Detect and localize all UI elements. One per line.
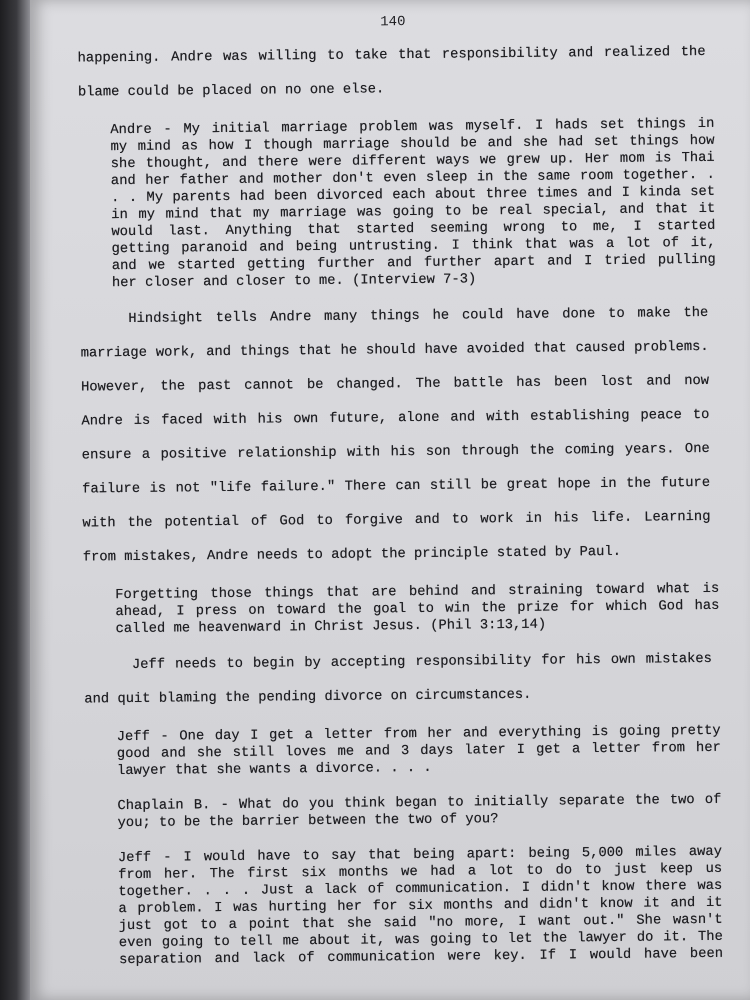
quote-line: lawyer that she wants a divorce. . . . <box>117 760 432 780</box>
quote-line: Jeff - One day I get a letter from her and everything is going pretty <box>116 723 721 746</box>
quote-line: . . My parents had been divorced each about three times and I kinda set <box>111 184 716 207</box>
body-line: However, the past cannot be changed. The battle has been lost and now <box>80 373 710 396</box>
body-line: marriage work, and things that he should have avoided that caused problems. <box>80 339 709 362</box>
quote-line: she thought, and there were different ways we grew up. Her mom is Thai <box>110 150 715 173</box>
body-line: Hindsight tells Andre many things he could have done to make the <box>128 305 709 327</box>
quote-line: separation and lack of communication were key. If I would have been <box>118 946 724 969</box>
quote-line: her closer and closer to me. (Interview 7-3) <box>111 272 477 292</box>
body-line: with the potential of God to forgive and to work in his life. Learning <box>82 509 711 532</box>
quote-line: and her father and mother don't even sleep in the same room together. . <box>110 167 715 190</box>
page-text <box>30 0 750 1000</box>
quote-line: Andre - My initial marriage problem was myself. I hads set things in <box>110 116 715 139</box>
quote-line: called me heavenward in Christ Jesus. (Phil 3:13,14) <box>115 617 547 638</box>
body-line: failure is not "life failure." There can still be great hope in the future <box>82 475 711 498</box>
quote-line: you; to be the barrier between the two of you? <box>117 812 499 832</box>
book-spine-shadow <box>0 0 30 1000</box>
body-line: blame could be placed on no one else. <box>77 82 385 101</box>
document-page <box>30 0 750 1000</box>
body-line: from mistakes, Andre needs to adopt the principle stated by Paul. <box>82 544 622 566</box>
quote-line: just got to a point that she said "no more, I want out." She wasn't <box>118 912 723 935</box>
quote-line: Forgetting those things that are behind and straining toward what is <box>115 581 720 604</box>
body-line: Andre is faced with his own future, alone and with establishing peace to <box>81 407 710 430</box>
quote-line: would last. Anything that started seeming wrong to me, I started <box>111 218 716 241</box>
quote-line: from her. The first six months we had a lot to do to just keep us <box>118 861 723 884</box>
quote-line: good and she still loves me and 3 days later I get a letter from her <box>116 740 721 763</box>
body-line: ensure a positive relationship with his son through the coming years. One <box>81 441 710 464</box>
body-line: happening. Andre was willing to take that responsibility and realized the <box>77 44 706 67</box>
quote-line: a problem. I was hurting her for six months and didn't know it and it <box>118 895 723 918</box>
quote-line: together. . . . Just a lack of communication. I didn't know there was <box>118 878 723 901</box>
body-line: and quit blaming the pending divorce on circumstances. <box>84 687 532 708</box>
quote-line: getting paranoid and being untrusting. I think that was a lot of it, <box>111 235 716 258</box>
quote-line: Jeff - I would have to say that being apart: being 5,000 miles away <box>117 844 723 867</box>
body-line: Jeff needs to begin by accepting responsibility for his own mistakes <box>131 651 713 673</box>
quote-line: in my mind that my marriage was going to be real special, and that it <box>111 201 716 224</box>
page-number: 140 <box>380 14 406 31</box>
quote-line: even going to tell me about it, was going to let the lawyer do it. The <box>118 929 723 952</box>
quote-line: and we started getting further and further apart and I tried pulling <box>111 252 716 275</box>
quote-line: my mind as how I though marriage should be and she had set things how <box>110 133 715 156</box>
quote-line: ahead, I press on toward the goal to win the prize for which God has <box>115 598 720 621</box>
quote-line: Chaplain B. - What do you think began to initially separate the two of <box>117 792 722 815</box>
